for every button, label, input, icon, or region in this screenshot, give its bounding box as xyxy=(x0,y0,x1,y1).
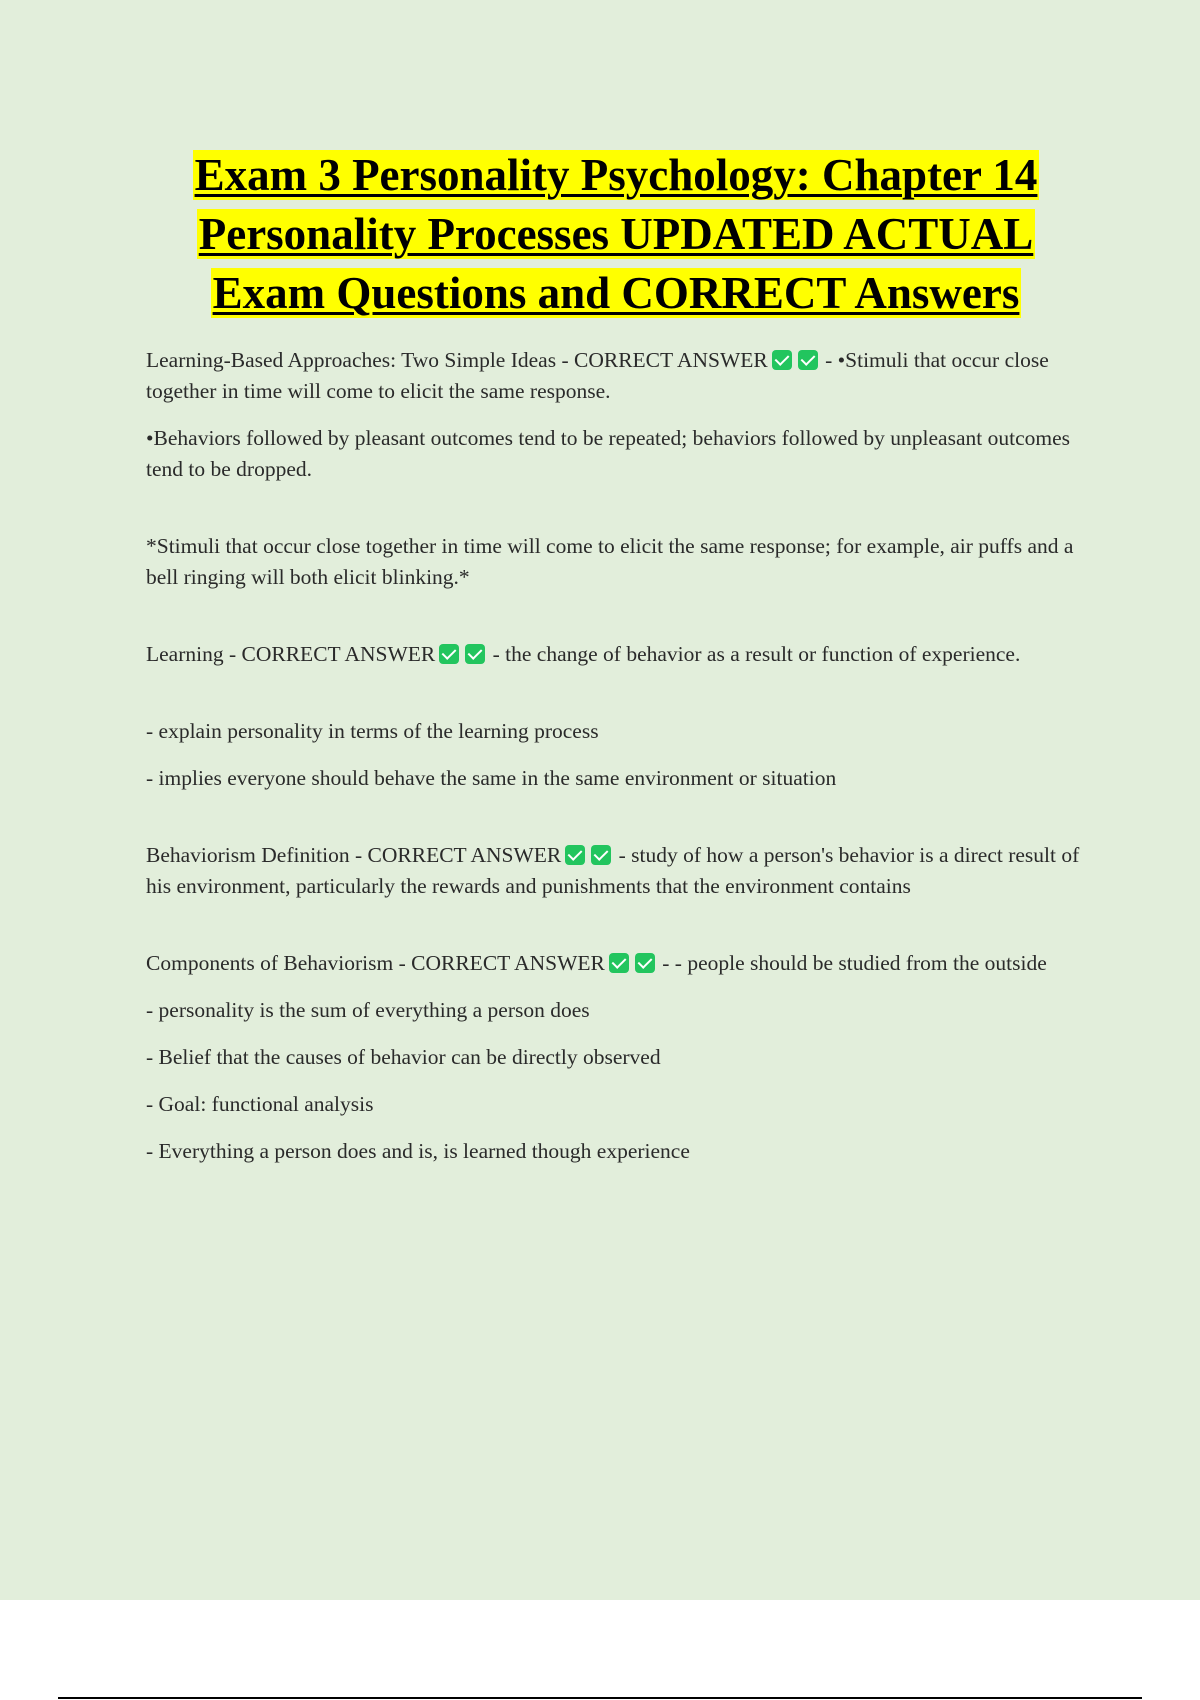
qa-answer: - •Stimuli that occur close together in time will come to elicit the same response. xyxy=(146,348,1049,403)
check-icon xyxy=(439,644,459,664)
title-line: Exam Questions and CORRECT Answers xyxy=(212,268,1020,318)
check-icon xyxy=(772,350,792,370)
qa-term: Learning - CORRECT ANSWER xyxy=(146,642,436,666)
qa-answer: - the change of behavior as a result or function of experience. xyxy=(492,642,1021,666)
qa-item xyxy=(146,840,1086,902)
qa-item xyxy=(146,948,1086,979)
qa-extra: - Everything a person does and is, is learned though experience xyxy=(146,1139,690,1163)
qa-extra: - personality is the sum of everything a person does xyxy=(146,998,590,1022)
qa-note: *Stimuli that occur close together in time will come to elicit the same response; for example, air puffs and a bell ringing will both elicit blinking.* xyxy=(146,534,1074,589)
qa-term: Components of Behaviorism - CORRECT ANSWER xyxy=(146,951,605,975)
check-icon xyxy=(609,953,629,973)
qa-term: Behaviorism Definition - CORRECT ANSWER xyxy=(146,843,562,867)
qa-item xyxy=(146,345,1086,407)
qa-extra: •Behaviors followed by pleasant outcomes tend to be repeated; behaviors followed by unpleasant outcomes tend to be dropped. xyxy=(146,426,1071,481)
check-icon xyxy=(465,644,485,664)
footer-divider xyxy=(58,1697,1142,1699)
qa-answer: - study of how a person's behavior is a direct result of his environment, particularly the rewards and punishments that the environment contains xyxy=(146,843,1080,898)
document-body xyxy=(146,146,1086,1183)
qa-extra: - implies everyone should behave the same in the same environment or situation xyxy=(146,766,837,790)
check-icon xyxy=(635,953,655,973)
title-line: Exam 3 Personality Psychology: Chapter 14 xyxy=(194,150,1038,200)
title-line: Personality Processes UPDATED ACTUAL xyxy=(198,209,1034,259)
check-icon xyxy=(565,845,585,865)
qa-item xyxy=(146,639,1086,670)
qa-answer: - - people should be studied from the outside xyxy=(662,951,1047,975)
qa-extra: - explain personality in terms of the learning process xyxy=(146,719,599,743)
check-icon xyxy=(798,350,818,370)
qa-extra: - Goal: functional analysis xyxy=(146,1092,374,1116)
qa-term: Learning-Based Approaches: Two Simple Ideas - CORRECT ANSWER xyxy=(146,348,768,372)
qa-extra: - Belief that the causes of behavior can be directly observed xyxy=(146,1045,661,1069)
check-icon xyxy=(591,845,611,865)
document-title xyxy=(146,146,1086,323)
